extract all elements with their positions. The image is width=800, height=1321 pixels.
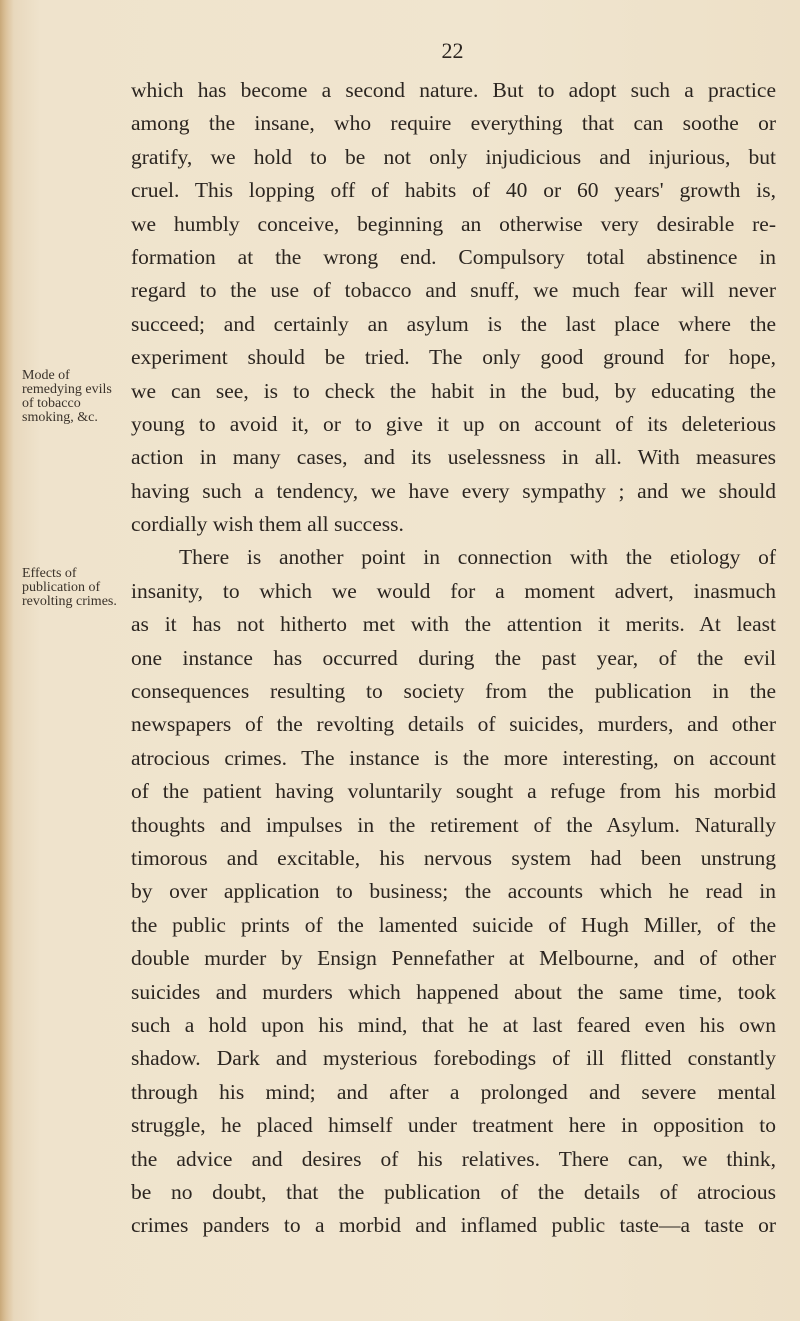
text-line: be no doubt, that the publication of the details of atrocious xyxy=(131,1179,776,1204)
margin-note-line: revolting crimes. xyxy=(22,594,117,609)
text-line: such a hold upon his mind, that he at last feared even his own xyxy=(131,1012,776,1037)
text-line: consequences resulting to society from the publication in the xyxy=(131,679,776,704)
text-line: gratify, we hold to be not only injudicious and injurious, but xyxy=(131,144,776,169)
text-line: timorous and excitable, his nervous system had been unstrung xyxy=(131,845,776,870)
text-line: There is another point in connection with the etiology of xyxy=(179,545,776,570)
text-line: suicides and murders which happened about the same time, took xyxy=(131,979,776,1004)
margin-note-crimes xyxy=(22,567,117,609)
text-line: by over application to business; the accounts which he read in xyxy=(131,879,776,904)
text-line: cruel. This lopping off of habits of 40 or 60 years' growth is, xyxy=(131,178,776,203)
text-line: one instance has occurred during the past year, of the evil xyxy=(131,645,776,670)
text-line: having such a tendency, we have every sympathy ; and we should xyxy=(131,478,776,503)
text-line: newspapers of the revolting details of suicides, murders, and other xyxy=(131,712,776,737)
text-line: struggle, he placed himself under treatment here in opposition to xyxy=(131,1113,776,1138)
text-line: cordially wish them all success. xyxy=(131,512,404,537)
text-line: succeed; and certainly an asylum is the last place where the xyxy=(131,311,776,336)
text-line: the public prints of the lamented suicide of Hugh Miller, of the xyxy=(131,912,776,937)
text-line: as it has not hitherto met with the attention it merits. At least xyxy=(131,612,776,637)
text-line: among the insane, who require everything that can soothe or xyxy=(131,111,776,136)
text-line: we humbly conceive, beginning an otherwise very desirable re- xyxy=(131,211,776,236)
text-line: crimes panders to a morbid and inflamed public taste—a taste or xyxy=(131,1213,776,1238)
text-line: atrocious crimes. The instance is the more interesting, on account xyxy=(131,745,776,770)
text-line: of the patient having voluntarily sought a refuge from his morbid xyxy=(131,779,776,804)
body-text xyxy=(131,74,776,1243)
text-line: shadow. Dark and mysterious forebodings of ill flitted constantly xyxy=(131,1046,776,1071)
text-line: through his mind; and after a prolonged and severe mental xyxy=(131,1079,776,1104)
text-line: we can see, is to check the habit in the bud, by educating the xyxy=(131,378,776,403)
text-line: young to avoid it, or to give it up on account of its deleterious xyxy=(131,411,776,436)
text-line: double murder by Ensign Pennefather at Melbourne, and of other xyxy=(131,946,776,971)
margin-note-line: remedying evils xyxy=(22,382,112,397)
margin-note-line: Mode of xyxy=(22,368,70,383)
text-line: formation at the wrong end. Compulsory total abstinence in xyxy=(131,244,776,269)
margin-note-line: of tobacco xyxy=(22,396,81,411)
margin-note-tobacco xyxy=(22,369,112,425)
text-line: thoughts and impulses in the retirement of the Asylum. Naturally xyxy=(131,812,776,837)
text-line: which has become a second nature. But to adopt such a practice xyxy=(131,78,776,102)
page-number: 22 xyxy=(441,38,464,63)
text-line: action in many cases, and its uselessness in all. With measures xyxy=(131,445,776,470)
margin-note-line: publication of xyxy=(22,580,101,595)
margin-note-line: Effects of xyxy=(22,566,77,581)
text-line: experiment should be tried. The only good ground for hope, xyxy=(131,345,776,370)
text-line: the advice and desires of his relatives. There can, we think, xyxy=(131,1146,776,1171)
text-line: insanity, to which we would for a moment advert, inasmuch xyxy=(131,578,776,603)
margin-note-line: smoking, &c. xyxy=(22,410,98,425)
text-line: regard to the use of tobacco and snuff, we much fear will never xyxy=(131,278,776,303)
